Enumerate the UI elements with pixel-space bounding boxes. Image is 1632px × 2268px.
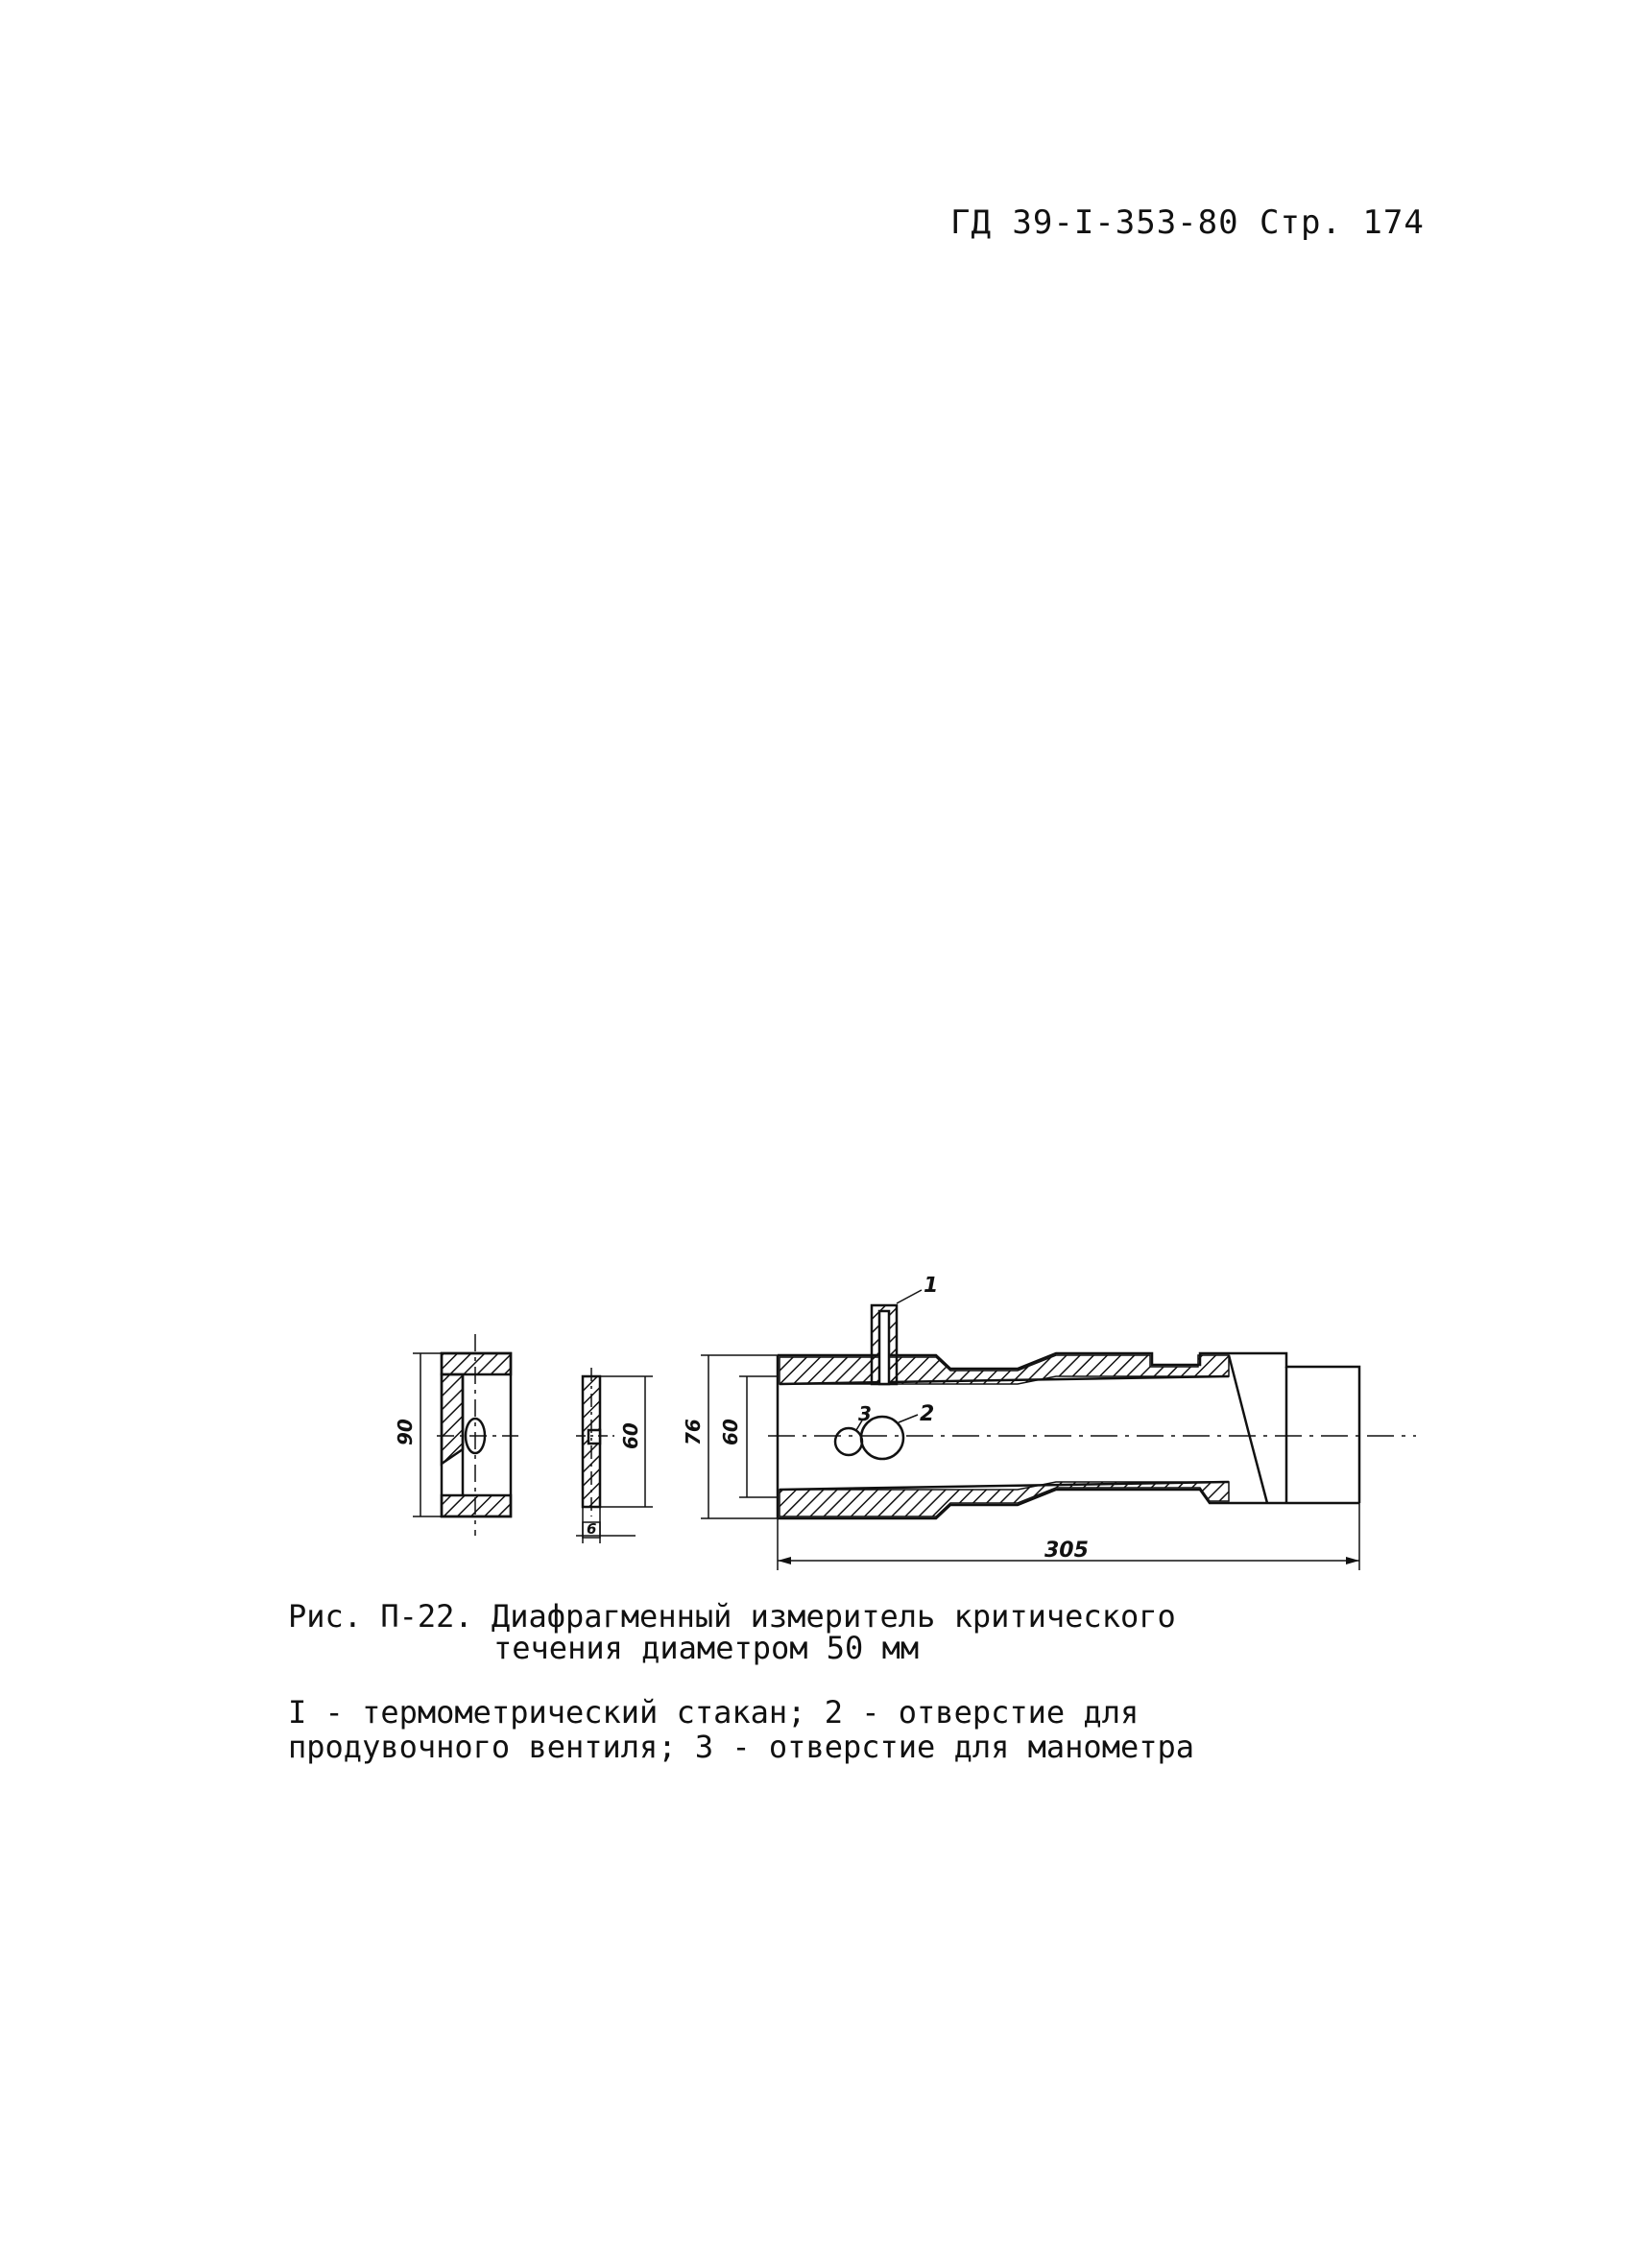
page-header: ГД 39-I-353-80 Стр. 174 (950, 203, 1425, 242)
meter-body (701, 1290, 1416, 1570)
caption-line-2: течения диаметром 50 мм (493, 1630, 920, 1666)
technical-drawing (384, 1277, 1421, 1584)
figure-legend (288, 1695, 1194, 1764)
legend-line-1: I - термометрический стакан; 2 - отверстие для (288, 1694, 1140, 1731)
callout-2: 2 (920, 1402, 935, 1426)
dim-305-label: 305 (1044, 1539, 1089, 1563)
diaphragm-disc-large (413, 1334, 518, 1536)
dim-90-label: 90 (394, 1419, 417, 1445)
dim-76-label: 76 (682, 1419, 705, 1445)
callout-1: 1 (924, 1277, 939, 1298)
caption-line-1: Рис. П-22. Диафрагменный измеритель критического (288, 1598, 1176, 1635)
dim-6-label: 6 (587, 1520, 597, 1538)
callout-3: 3 (858, 1402, 872, 1425)
dim-60-label-body: 60 (719, 1419, 742, 1445)
legend-line-2: продувочного вентиля; 3 - отверстие для манометра (288, 1729, 1195, 1765)
dim-60-label-disc: 60 (619, 1422, 642, 1449)
figure-caption (288, 1598, 1176, 1666)
diaphragm-disc-thin (576, 1368, 653, 1543)
